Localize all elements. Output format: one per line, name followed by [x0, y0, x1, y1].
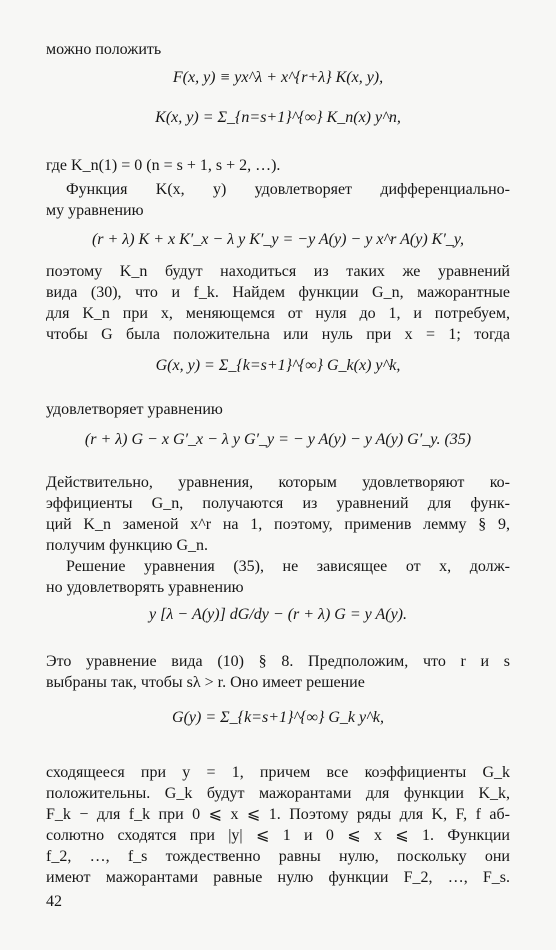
- paragraph-line: Решение уравнения (35), не зависящее от x, долж-: [66, 558, 510, 575]
- text-line: но удовлетворять уравнению: [46, 579, 244, 596]
- text-line: f_2, …, f_s тождественно равны нулю, поскольку они: [46, 848, 510, 865]
- equation-g-solution: G(y) = Σ_{k=s+1}^{∞} G_k y^k,: [172, 709, 384, 726]
- text-line: для K_n при x, меняющемся от нуля до 1, и потребуем,: [46, 305, 510, 322]
- equation-k-differential: (r + λ) K + x K′_x − λ y K′_y = −y A(y) − y x^r A(y) K′_y,: [91, 231, 465, 248]
- text-line: Это уравнение вида (10) § 8. Предположим, что r и s: [46, 653, 510, 670]
- paragraph-line: Функция K(x, y) удовлетворяет дифференциально-: [66, 181, 510, 198]
- text-line: имеют мажорантами равные нулю функции F_2, …, F_s.: [46, 869, 510, 886]
- equation-g-ode: y [λ − A(y)] dG/dy − (r + λ) G = y A(y).: [148, 606, 407, 623]
- text-line: положительны. G_k будут мажорантами для функции K_k,: [46, 785, 510, 802]
- text-line: где K_n(1) = 0 (n = s + 1, s + 2, …).: [46, 157, 281, 174]
- equation-35: (r + λ) G − x G′_x − λ y G′_y = − y A(y) − y A(y) G′_y. (35): [84, 431, 472, 448]
- text-line: солютно сходятся при |y| ⩽ 1 и 0 ⩽ x ⩽ 1. Функции: [46, 827, 510, 844]
- page-number: 42: [46, 893, 62, 910]
- text-line: эффициенты G_n, получаются из уравнений для функ-: [46, 495, 510, 512]
- text-line: получим функцию G_n.: [46, 537, 209, 554]
- text-line: му уравнению: [46, 202, 144, 219]
- text-line: F_k − для f_k при 0 ⩽ x ⩽ 1. Поэтому ряды для K, F, f аб-: [46, 806, 510, 823]
- text-line: Действительно, уравнения, которым удовлетворяют ко-: [46, 474, 510, 491]
- text-line: удовлетворяет уравнению: [46, 401, 223, 418]
- equation-g-series: G(x, y) = Σ_{k=s+1}^{∞} G_k(x) y^k,: [155, 357, 401, 374]
- text-line: вида (30), что и f_k. Найдем функции G_n, мажорантные: [46, 284, 510, 301]
- text-line: поэтому K_n будут находиться из таких же уравнений: [46, 263, 510, 280]
- text-line: сходящееся при y = 1, причем все коэффициенты G_k: [46, 764, 510, 781]
- text-line: можно положить: [46, 41, 162, 58]
- equation-f-definition: F(x, y) ≡ yx^λ + x^{r+λ} K(x, y),: [172, 69, 384, 86]
- text-line: чтобы G была положительна или нуль при x = 1; тогда: [46, 326, 510, 343]
- text-line: ций K_n заменой x^r на 1, поэтому, применив лемму § 9,: [46, 516, 510, 533]
- equation-k-series: K(x, y) = Σ_{n=s+1}^{∞} K_n(x) y^n,: [155, 109, 401, 126]
- text-line: выбраны так, чтобы sλ > r. Оно имеет решение: [46, 674, 365, 691]
